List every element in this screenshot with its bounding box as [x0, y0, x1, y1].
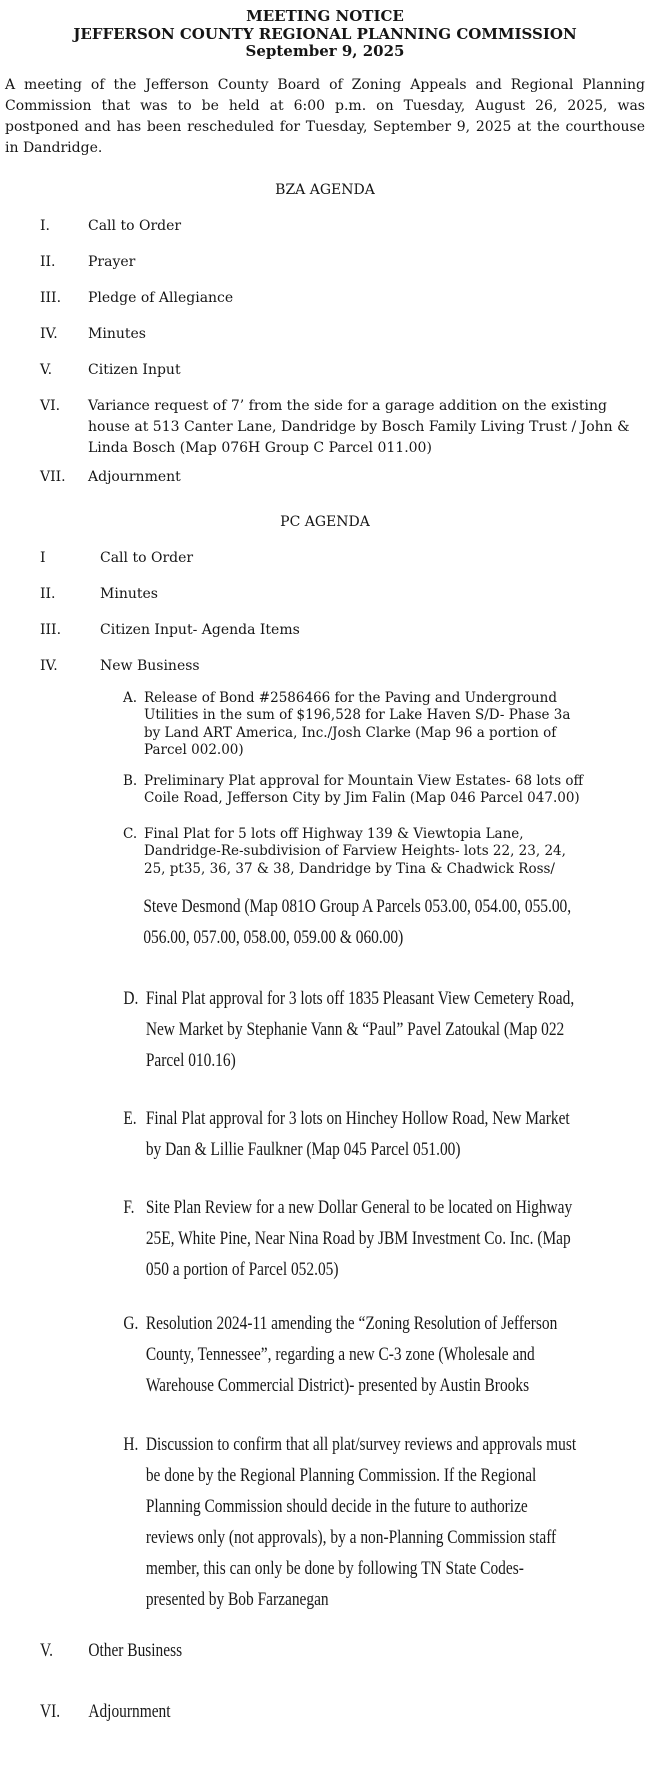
- item-text: Discussion to confirm that all plat/survey reviews and approvals must be done by the Regional Planning Commission. If the Regional Planning Commission should decide in the future to authorize reviews only (not approvals), by a non-Planning Commission staff member, this can only be done by following TN State Codes- presented by Bob Farzanegan: [145, 1435, 577, 1610]
- pc-item-2: [0, 584, 650, 605]
- item-numeral: VI.: [40, 397, 61, 414]
- item-text: Minutes: [88, 325, 146, 342]
- item-numeral: V.: [40, 361, 53, 378]
- new-business-item-d: [0, 984, 650, 1077]
- item-text: Release of Bond #2586466 for the Paving and Underground Utilities in the sum of $196,528 for Lake Haven S/D- Phase 3a by Land ART America, Inc./Josh Clarke (Map 96 a portion of Parcel 002.00): [144, 689, 571, 758]
- item-numeral: II.: [40, 253, 56, 270]
- pc-item-6: [0, 1697, 650, 1728]
- item-text: Citizen Input: [88, 361, 181, 378]
- new-business-item-g: [0, 1309, 650, 1402]
- bza-item-3: [0, 288, 650, 309]
- item-numeral: VII.: [40, 468, 66, 485]
- new-business-item-b: [0, 773, 650, 808]
- item-text: Final Plat approval for 3 lots on Hinchey Hollow Road, New Market by Dan & Lillie Faulkner (Map 045 Parcel 051.00): [145, 1109, 570, 1160]
- item-letter: D.: [123, 989, 139, 1009]
- new-business-item-f: [0, 1193, 650, 1286]
- item-text: Adjournment: [88, 1702, 171, 1722]
- doc-title-line2: JEFFERSON COUNTY REGIONAL PLANNING COMMISSION: [73, 24, 577, 43]
- doc-title-line3: September 9, 2025: [245, 42, 405, 60]
- item-numeral: II.: [40, 585, 56, 602]
- item-letter: E.: [123, 1109, 137, 1129]
- pc-item-5: [0, 1636, 650, 1667]
- new-business-item-a: [0, 690, 650, 760]
- new-business-item-c-continued: Steve Desmond (Map 081O Group A Parcels 053.00, 054.00, 055.00, 056.00, 057.00, 058.00, 059.00 & 060.00): [143, 897, 572, 948]
- item-letter: F.: [123, 1198, 135, 1218]
- item-text: Minutes: [100, 585, 158, 602]
- bza-item-7: [0, 467, 650, 488]
- bza-item-2: [0, 252, 650, 273]
- item-text: Other Business: [88, 1641, 183, 1661]
- item-text: Resolution 2024-11 amending the “Zoning Resolution of Jefferson County, Tennessee”, regarding a new C-3 zone (Wholesale and Warehouse Commercial District)- presented by Austin Brooks: [145, 1314, 558, 1396]
- bza-item-4: [0, 324, 650, 345]
- item-text: Adjournment: [88, 468, 181, 485]
- bza-item-5: [0, 360, 650, 381]
- item-numeral: III.: [40, 621, 62, 638]
- item-letter: G.: [123, 1314, 139, 1334]
- item-numeral: IV.: [40, 657, 58, 674]
- item-text: Preliminary Plat approval for Mountain View Estates- 68 lots off Coile Road, Jefferson City by Jim Falin (Map 046 Parcel 047.00): [144, 772, 584, 806]
- item-numeral: III.: [40, 289, 62, 306]
- pc-agenda-heading: PC AGENDA: [280, 513, 370, 530]
- item-letter: C.: [123, 825, 138, 842]
- item-text: Prayer: [88, 253, 136, 270]
- item-numeral: I.: [40, 217, 50, 234]
- pc-item-3: [0, 620, 650, 641]
- item-letter: H.: [123, 1435, 139, 1455]
- condensed-type-section: [0, 892, 650, 1728]
- item-numeral: VI.: [39, 1702, 61, 1722]
- item-text: New Business: [100, 657, 200, 674]
- item-text: Citizen Input- Agenda Items: [100, 621, 300, 638]
- new-business-item-c: [0, 826, 650, 879]
- bza-item-1: [0, 216, 650, 237]
- item-numeral: V.: [39, 1641, 54, 1661]
- item-letter: B.: [123, 772, 138, 789]
- item-text: Variance request of 7’ from the side for a garage addition on the existing house at 513 Canter Lane, Dandridge by Bosch Family Living Trust / John & Linda Bosch (Map 076H Group C Parcel 011.00): [88, 397, 630, 456]
- item-numeral: I: [40, 549, 46, 566]
- item-text: Pledge of Allegiance: [88, 289, 234, 306]
- bza-agenda-heading: BZA AGENDA: [275, 181, 375, 198]
- item-text: Final Plat approval for 3 lots off 1835 Pleasant View Cemetery Road, New Market by Stephanie Vann & “Paul” Pavel Zatoukal (Map 022 Parcel 010.16): [145, 989, 575, 1071]
- doc-title-block: [0, 8, 650, 61]
- doc-title-line1: MEETING NOTICE: [246, 7, 404, 25]
- pc-item-1: [0, 548, 650, 569]
- item-text: Site Plan Review for a new Dollar General to be located on Highway 25E, White Pine, Near Nina Road by JBM Investment Co. Inc. (Map 050 a portion of Parcel 052.05): [145, 1198, 573, 1280]
- item-text: Final Plat for 5 lots off Highway 139 & Viewtopia Lane, Dandridge-Re-subdivision of Farview Heights- lots 22, 23, 24, 25, pt35, 36, 37 & 38, Dandridge by Tina & Chadwick Ross/: [144, 825, 566, 877]
- item-text: Call to Order: [100, 549, 194, 566]
- intro-paragraph: A meeting of the Jefferson County Board of Zoning Appeals and Regional Planning Commission that was to be held at 6:00 p.m. on Tuesday, August 26, 2025, was postponed and has been rescheduled for Tuesday, September 9, 2025 at the courthouse in Dandridge.: [5, 76, 645, 156]
- item-letter: A.: [123, 689, 138, 706]
- new-business-item-h: [0, 1430, 650, 1616]
- item-numeral: IV.: [40, 325, 58, 342]
- item-text: Call to Order: [88, 217, 182, 234]
- bza-item-6: [0, 396, 650, 459]
- new-business-item-e: [0, 1104, 650, 1166]
- pc-item-4: [0, 656, 650, 677]
